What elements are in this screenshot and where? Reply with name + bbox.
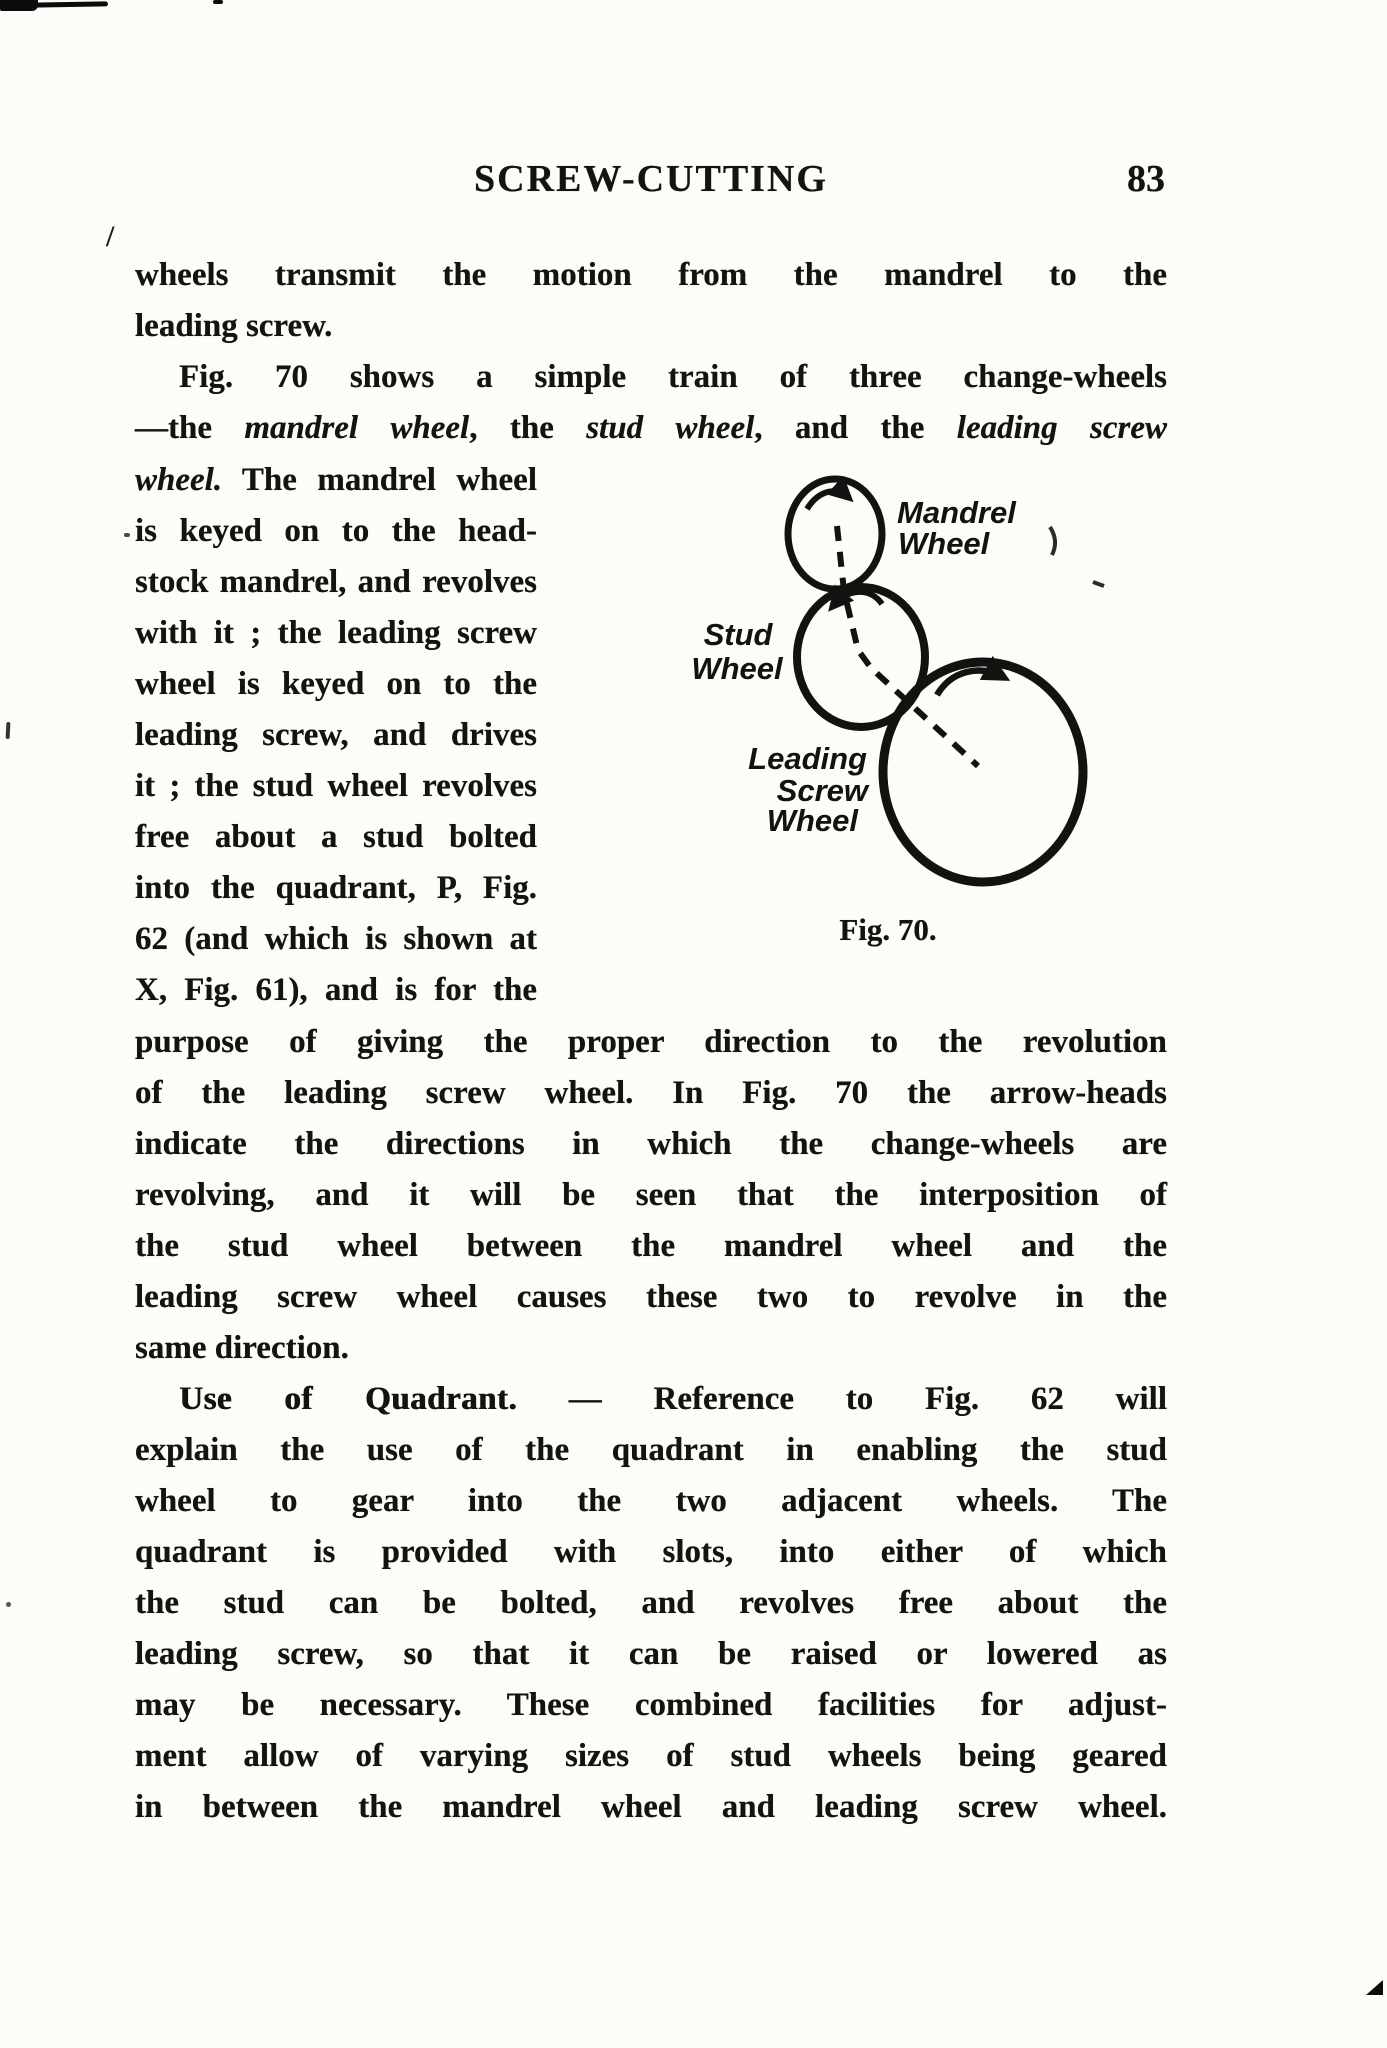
text-segment: is keyed on to the head-: [135, 513, 537, 549]
text-line: [135, 455, 537, 506]
leading-screw-wheel-label-line1: Leading: [748, 741, 867, 776]
text-segment: same direction.: [135, 1330, 349, 1366]
text-line: [135, 1680, 1167, 1731]
leading-screw-wheel-circle: [883, 662, 1083, 882]
paragraph-top: [135, 250, 1167, 454]
text-segment: may be necessary. These combined facilities for adjust-: [135, 1687, 1167, 1723]
text-segment: leading screw: [956, 410, 1167, 446]
text-segment: indicate the directions in which the change-wheels are: [135, 1126, 1167, 1162]
text-segment: wheel.: [135, 462, 223, 498]
text-segment: 62 (and which is shown at: [135, 921, 537, 957]
text-line: [135, 965, 537, 1016]
text-segment: , the: [469, 410, 587, 446]
scan-artifact-dot: [124, 533, 130, 537]
text-segment: explain the use of the quadrant in enabling the stud: [135, 1432, 1167, 1468]
text-segment: mandrel wheel: [244, 410, 470, 446]
text-segment: into the quadrant, P, Fig.: [135, 870, 537, 906]
text-segment: wheels transmit the motion from the mandrel to the: [135, 257, 1167, 293]
scan-artifact-slash: /: [106, 220, 115, 253]
text-segment: free about a stud bolted: [135, 819, 537, 855]
text-segment: leading screw wheel causes these two to revolve in the: [135, 1279, 1167, 1315]
text-segment: with it ; the leading screw: [135, 615, 537, 651]
text-segment: ment allow of varying sizes of stud wheels being geared: [135, 1738, 1167, 1774]
text-segment: Fig. 70 shows a simple train of three change-wheels: [179, 359, 1167, 395]
text-line: [135, 1782, 1167, 1833]
text-line: [135, 1476, 1167, 1527]
text-line: [135, 608, 537, 659]
text-segment: it ; the stud wheel revolves: [135, 768, 537, 804]
scan-artifact-top-dot: [213, 0, 223, 4]
text-line: [135, 1068, 1167, 1119]
text-segment: the stud wheel between the mandrel wheel and the: [135, 1228, 1167, 1264]
scan-artifact-left-tick: [6, 722, 11, 739]
figure-caption: Fig. 70.: [839, 912, 937, 947]
stud-wheel-label-line1: Stud: [703, 617, 773, 652]
scan-artifact-top-left-streak: [30, 1, 108, 7]
text-segment: purpose of giving the proper direction to the revolution: [135, 1024, 1167, 1060]
text-line: [135, 352, 1167, 403]
text-line: [135, 1323, 1167, 1374]
text-line: [135, 557, 537, 608]
text-segment: revolving, and it will be seen that the interposition of: [135, 1177, 1167, 1213]
mandrel-rotation-arrow: [807, 491, 848, 509]
text-line: [135, 761, 537, 812]
text-line: [135, 1425, 1167, 1476]
text-line: [135, 403, 1167, 454]
mandrel-wheel-label-line1: Mandrel: [897, 495, 1016, 530]
text-segment: Use of Quadrant.: [179, 1381, 517, 1417]
stud-wheel-label-line2: Wheel: [691, 651, 783, 686]
text-line: [135, 250, 1167, 301]
text-segment: The mandrel wheel: [222, 462, 537, 498]
text-segment: wheel to gear into the two adjacent wheels. The: [135, 1483, 1167, 1519]
page-header: [135, 156, 1167, 202]
text-line: [135, 1170, 1167, 1221]
scan-artifact-paren: [1050, 527, 1055, 555]
page-number: 83: [1127, 158, 1165, 200]
text-segment: leading screw.: [135, 308, 333, 344]
text-segment: , and the: [754, 410, 957, 446]
fig-70-diagram: [620, 455, 1180, 965]
text-segment: of the leading screw wheel. In Fig. 70 the arrow-heads: [135, 1075, 1167, 1111]
text-segment: X, Fig. 61), and is for the: [135, 972, 537, 1008]
text-line: [135, 301, 1167, 352]
text-segment: leading screw, and drives: [135, 717, 537, 753]
text-line: [135, 1272, 1167, 1323]
text-line: [135, 1017, 1167, 1068]
text-line: [135, 1629, 1167, 1680]
text-segment: leading screw, so that it can be raised or lowered as: [135, 1636, 1167, 1672]
scan-artifact-dash: [1093, 582, 1104, 586]
text-line: [135, 659, 537, 710]
text-line: [135, 1221, 1167, 1272]
text-line: [135, 1527, 1167, 1578]
text-line: [135, 506, 537, 557]
text-line: [135, 1578, 1167, 1629]
scan-artifact-corner-triangle: [1366, 1980, 1383, 1995]
text-segment: in between the mandrel wheel and leading screw wheel.: [135, 1789, 1167, 1825]
text-line: [135, 1374, 1167, 1425]
text-segment: quadrant is provided with slots, into either of which: [135, 1534, 1167, 1570]
text-segment: stock mandrel, and revolves: [135, 564, 537, 600]
leading-screw-wheel-label-line3: Wheel: [766, 803, 858, 838]
text-segment: the stud can be bolted, and revolves free about the: [135, 1585, 1167, 1621]
scan-artifact-dot-lower: [6, 1602, 11, 1607]
text-line: [135, 812, 537, 863]
leading-screw-wheel-label-line2: Screw: [776, 773, 868, 808]
text-line: [135, 914, 537, 965]
text-line: [135, 1731, 1167, 1782]
text-segment: —the: [135, 410, 245, 446]
mandrel-wheel-label-line2: Wheel: [898, 526, 990, 561]
paragraph-wrap-left: [135, 455, 537, 1016]
paragraph-bottom: [135, 1017, 1167, 1833]
running-head-title: SCREW-CUTTING: [474, 158, 828, 200]
text-segment: — Reference to Fig. 62 will: [516, 1381, 1167, 1417]
text-line: [135, 863, 537, 914]
text-line: [135, 710, 537, 761]
text-segment: wheel is keyed on to the: [135, 666, 537, 702]
text-line: [135, 1119, 1167, 1170]
text-segment: stud wheel: [586, 410, 755, 446]
